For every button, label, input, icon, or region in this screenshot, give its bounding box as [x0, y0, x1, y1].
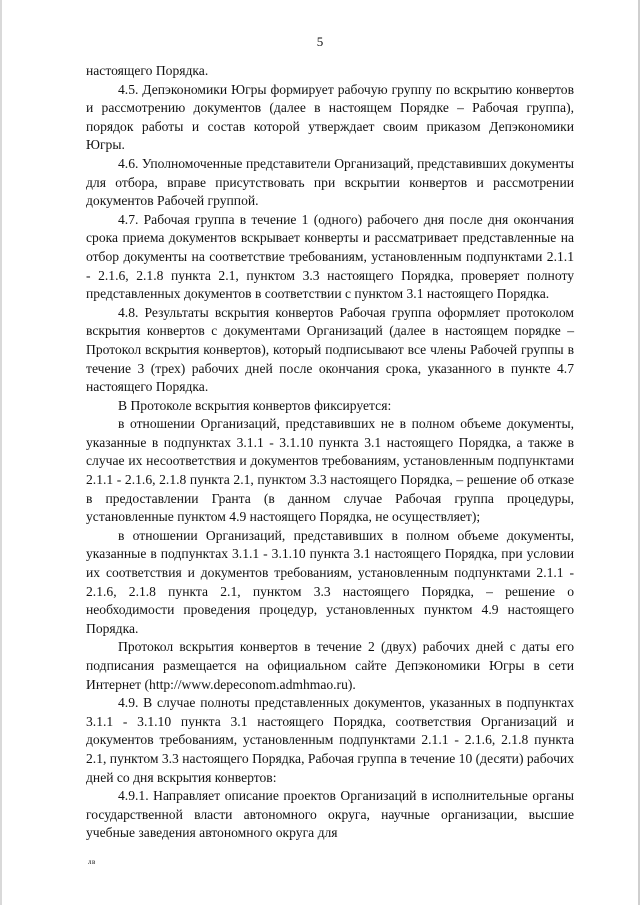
page-number: 5	[316, 34, 324, 49]
paragraph-4-9: 4.9. В случае полноты представленных документов, указанных в подпунктах 3.1.1 - 3.1.10 пункта 3.1 настоящего Порядка, соответствия Организаций и документов требованиям, установленным подпунктами 2.1.1 - 2.1.6, 2.1.8 пункта 2.1, пунктом 3.3 настоящего Порядка, Рабочая группа в течение 10 (десяти) рабочих дней со дня вскрытия конвертов:	[86, 695, 574, 785]
paragraph-4-5: 4.5. Депэкономики Югры формирует рабочую группу по вскрытию конвертов и рассмотрению документов (далее в настоящем Порядке – Рабочая группа), порядок работы и состав которой утверждает своим приказом Депэкономики Югры.	[86, 81, 574, 153]
paragraph-continuation: настоящего Порядка.	[86, 63, 209, 78]
paragraph-4-6: 4.6. Уполномоченные представители Организаций, представивших документы для отбора, вправе присутствовать при вскрытии конвертов и рассмотрении документов Рабочей группой.	[86, 155, 574, 209]
paragraph-complete-docs: в отношении Организаций, представивших в полном объеме документы, указанные в подпунктах 3.1.1 - 3.1.10 пункта 3.1 настоящего Порядка, при условии их соответствия и документов требованиям, установленным подпунктами 2.1.1 - 2.1.6, 2.1.8 пункта 2.1, пунктом 3.3 настоящего Порядка, – решение о необходимости проведения процедур, установленных пунктом 4.9 настоящего Порядка.	[86, 527, 574, 636]
footer-mark: лв	[88, 858, 96, 866]
paragraph-4-8: 4.8. Результаты вскрытия конвертов Рабочая группа оформляет протоколом вскрытия конвертов с документами Организаций (далее в настоящем порядке – Протокол вскрытия конвертов), который подписывают все члены Рабочей группы в течение 3 (трех) рабочих дней после окончания срока, указанного в пункте 4.7 настоящего Порядка.	[86, 304, 574, 395]
paragraph-4-7: 4.7. Рабочая группа в течение 1 (одного) рабочего дня после дня окончания срока приема документов вскрывает конверты и рассматривает представленные на отбор документы на соответствие требованиям, установленным подпунктами 2.1.1 - 2.1.6, 2.1.8 пункта 2.1, пунктом 3.3 настоящего Порядка, проверяет полноту представленных документов в соответствии с пунктом 3.1 настоящего Порядка.	[86, 211, 574, 302]
paragraph-protocol-publication: Протокол вскрытия конвертов в течение 2 (двух) рабочих дней с даты его подписания размещается на официальном сайте Депэкономики Югры в сети Интернет (http://www.depeconom.admhmao.ru).	[86, 639, 574, 692]
paragraph-incomplete-docs: в отношении Организаций, представивших не в полном объеме документы, указанные в подпунктах 3.1.1 - 3.1.10 пункта 3.1 настоящего Порядка, а также в случае их несоответствия и документов требованиям, установленным подпунктами 2.1.1 - 2.1.6, 2.1.8 пункта 2.1, пунктом 3.3 настоящего Порядка, – решение об отказе в предоставлении Гранта (в данном случае Рабочая группа процедуры, установленные пунктом 4.9 настоящего Порядка, не осуществляет);	[86, 416, 574, 525]
paragraph-protocol-intro: В Протоколе вскрытия конвертов фиксируется:	[118, 397, 392, 413]
paragraph-4-9-1: 4.9.1. Направляет описание проектов Организаций в исполнительные органы государственной власти автономного округа, научные организации, высшие учебные заведения автономного округа для	[86, 788, 574, 841]
document-body	[86, 62, 574, 843]
scan-edge-left	[0, 0, 2, 905]
